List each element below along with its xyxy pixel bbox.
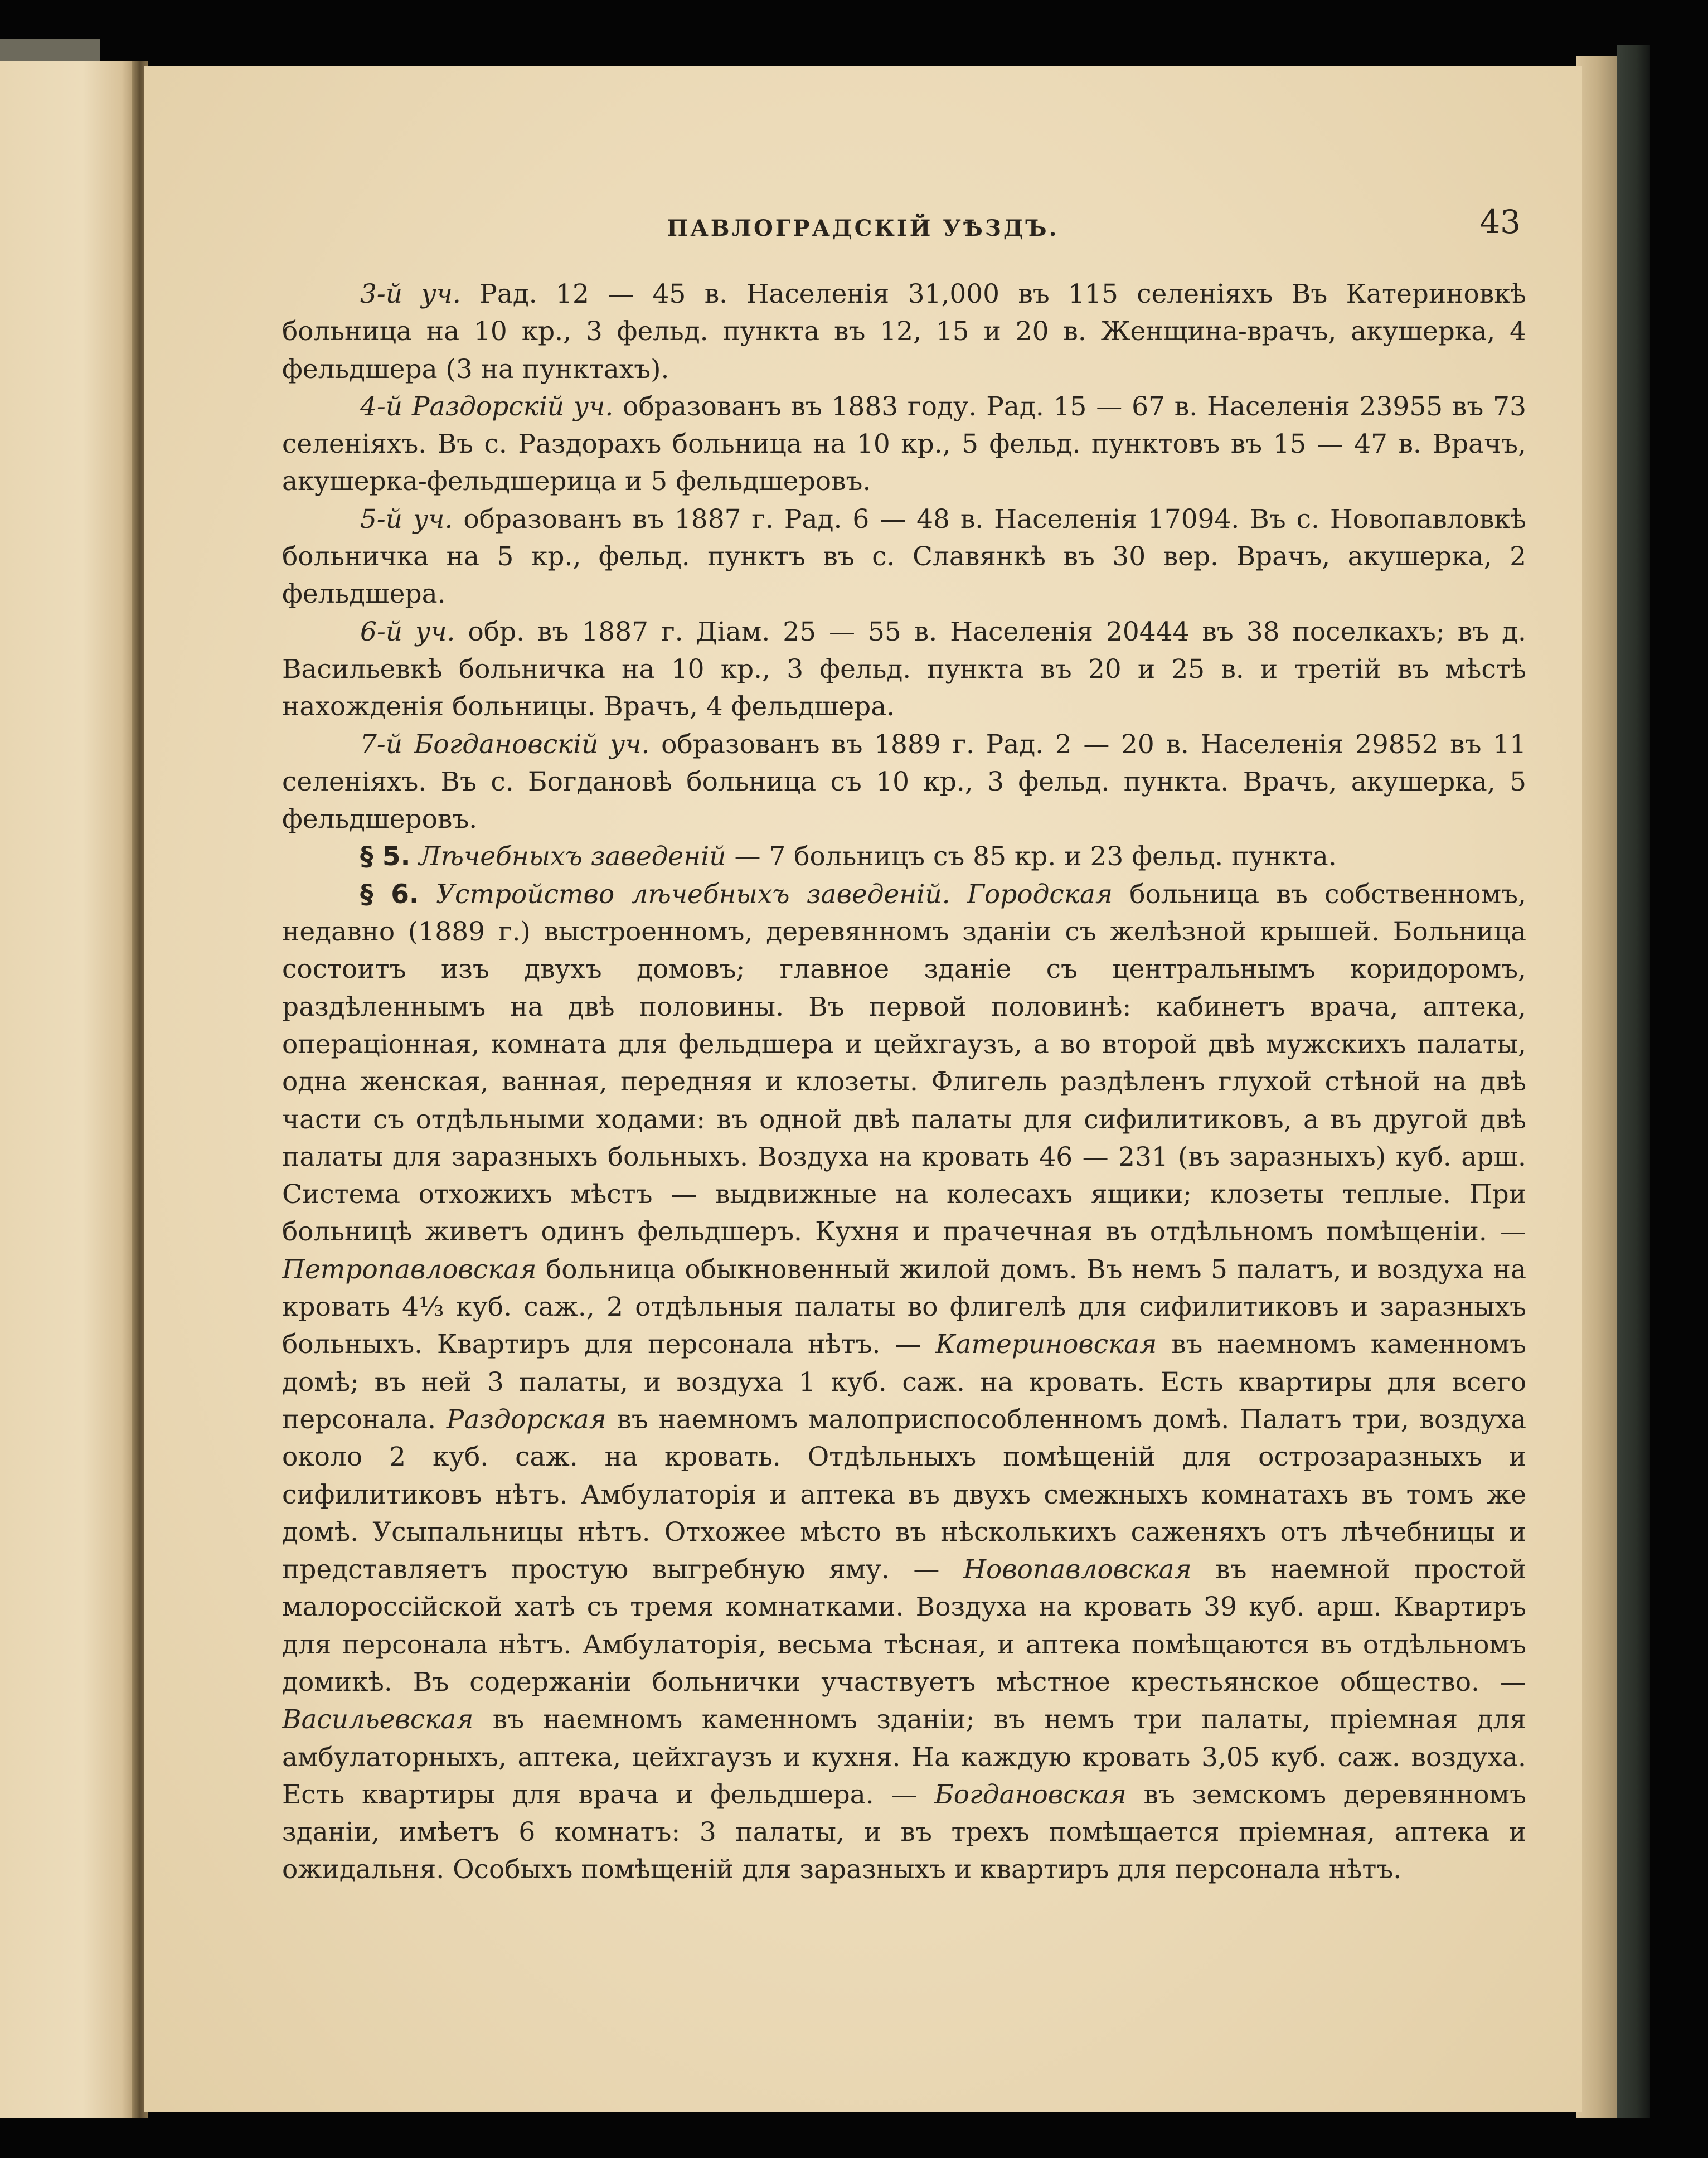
- right-cover-edge: [1617, 45, 1650, 2118]
- hospital-description: въ наемномъ каменномъ домѣ; въ ней 3 палаты, и воздуха 1 куб. саж. на кровать. Есть квартиры для всего персонала.: [282, 1329, 1526, 1435]
- paragraph-text: образованъ въ 1883 году. Рад. 15 — 67 в. Населенія 23955 въ 73 селеніяхъ. Въ с. Раздорахъ больница на 10 кр., 5 фельд. пунктовъ въ 15 — 47 в. Врачъ, акушерка-фельдшерица и 5 фельдшеровъ.: [282, 391, 1526, 497]
- paragraph-text: Рад. 12 — 45 в. Населенія 31,000 въ 115 селеніяхъ Въ Катериновкѣ больница на 10 кр., 3 фельд. пункта въ 12, 15 и 20 в. Женщина-врачъ, акушерка, 4 фельдшера (3 на пунктахъ).: [282, 279, 1526, 385]
- hospital-name: Раздорская: [446, 1404, 606, 1435]
- hospital-name: Городская: [967, 879, 1113, 910]
- hospital-name: Петропавловская: [282, 1254, 537, 1285]
- section-title: Лѣчебныхъ заведеній: [419, 841, 726, 872]
- paragraph-text: образованъ въ 1887 г. Рад. 6 — 48 в. Населенія 17094. Въ с. Новопавловкѣ больничка на 5 кр., фельд. пунктъ въ с. Славянкѣ въ 30 вер. Врачъ, акушерка, 2 фельдшера.: [282, 503, 1526, 610]
- section-5: [282, 838, 1526, 875]
- hospital-description: въ наемной простой малороссійской хатѣ съ тремя комнатками. Воздуха на кровать 39 куб. арш. Квартиръ для персонала нѣтъ. Амбулаторія, весьма тѣсная, и аптека помѣщаются въ отдѣльномъ домикѣ. Въ содержаніи больнички участвуетъ мѣстное крестьянское общество. —: [282, 1554, 1526, 1698]
- left-page-edge: [0, 61, 138, 2118]
- page-number: 43: [1479, 203, 1521, 241]
- body-text: [282, 275, 1526, 1889]
- paragraph-district-3: [282, 275, 1526, 388]
- district-label: 5-й уч.: [360, 503, 453, 535]
- hospital-name: Катериновская: [935, 1329, 1157, 1360]
- hospital-description: въ наемномъ каменномъ зданіи; въ немъ три палаты, пріемная для амбулаторныхъ, аптека, цейхгаузъ и кухня. На каждую кровать 3,05 куб. саж. воздуха. Есть квартиры для врача и фельдшера. —: [282, 1704, 1526, 1810]
- paragraph-text: обр. въ 1887 г. Діам. 25 — 55 в. Населенія 20444 въ 38 поселкахъ; въ д. Васильевкѣ больничка на 10 кр., 3 фельд. пункта въ 20 и 25 в. и третій въ мѣстѣ нахожденія больницы. Врачъ, 4 фельдшера.: [282, 616, 1526, 722]
- section-6: [282, 876, 1526, 1889]
- paragraph-text: образованъ въ 1889 г. Рад. 2 — 20 в. Населенія 29852 въ 11 селеніяхъ. Въ с. Богдановѣ больница съ 10 кр., 3 фельд. пункта. Врачъ, акушерка, 5 фельдшеровъ.: [282, 729, 1526, 835]
- hospital-description: больница обыкновенный жилой домъ. Въ немъ 5 палатъ, и воздуха на кровать 4⅓ куб. саж., 2 отдѣльныя палаты во флигелѣ для сифилитиковъ и заразныхъ больныхъ. Квартиръ для персонала нѣтъ. —: [282, 1254, 1526, 1360]
- paragraph-district-4: [282, 388, 1526, 501]
- hospital-name: Богдановская: [934, 1779, 1127, 1810]
- running-title: ПАВЛОГРАДСКІЙ УѢЗДЪ.: [667, 215, 1059, 241]
- section-number: § 5.: [360, 841, 411, 872]
- paragraph-district-5: [282, 501, 1526, 613]
- district-label: 4-й Раздорскій уч.: [360, 391, 614, 422]
- page: [144, 66, 1582, 2112]
- hospital-description: въ наемномъ малоприспособленномъ домѣ. Палатъ три, воздуха около 2 куб. саж. на кровать. Отдѣльныхъ помѣщеній для острозаразныхъ и сифилитиковъ нѣтъ. Амбулаторія и аптека въ двухъ смежныхъ комнатахъ въ томъ же домѣ. Усыпальницы нѣтъ. Отхожее мѣсто въ нѣсколькихъ саженяхъ отъ лѣчебницы и представляетъ простую выгребную яму. —: [282, 1404, 1527, 1585]
- hospital-name: Васильевская: [282, 1704, 474, 1735]
- section-number: § 6.: [360, 879, 419, 910]
- section-title: Устройство лѣчебныхъ заведеній.: [436, 879, 950, 910]
- paragraph-district-7: [282, 726, 1526, 838]
- paragraph-district-6: [282, 613, 1526, 726]
- hospital-description: въ земскомъ деревянномъ зданіи, имѣетъ 6 комнатъ: 3 палаты, и въ трехъ помѣщается пріемная, аптека и ожидальня. Особыхъ помѣщеній для заразныхъ и квартиръ для персонала нѣтъ.: [282, 1779, 1526, 1885]
- hospital-description: больница въ собственномъ, недавно (1889 г.) выстроенномъ, деревянномъ зданіи съ желѣзной крышей. Больница состоитъ изъ двухъ домовъ; главное зданіе съ центральнымъ коридоромъ, раздѣленнымъ на двѣ половины. Въ первой половинѣ: кабинетъ врача, аптека, операціонная, комната для фельдшера и цейхгаузъ, а во второй двѣ мужскихъ палаты, одна женская, ванная, передняя и клозеты. Флигель раздѣленъ глухой стѣной на двѣ части съ отдѣльными ходами: въ одной двѣ палаты для сифилитиковъ, а въ другой двѣ палаты для заразныхъ больныхъ. Воздуха на кровать 46 — 231 (въ заразныхъ) куб. арш. Система отхожихъ мѣстъ — выдвижные на колесахъ ящики; клозеты теплые. При больницѣ живетъ одинъ фельдшеръ. Кухня и прачечная въ отдѣльномъ помѣщеніи. —: [282, 879, 1526, 1248]
- hospital-name: Новопавловская: [963, 1554, 1192, 1585]
- section-text: — 7 больницъ съ 85 кр. и 23 фельд. пункта.: [726, 841, 1337, 872]
- district-label: 3-й уч.: [360, 279, 461, 309]
- district-label: 6-й уч.: [360, 616, 455, 647]
- district-label: 7-й Богдановскій уч.: [360, 729, 650, 760]
